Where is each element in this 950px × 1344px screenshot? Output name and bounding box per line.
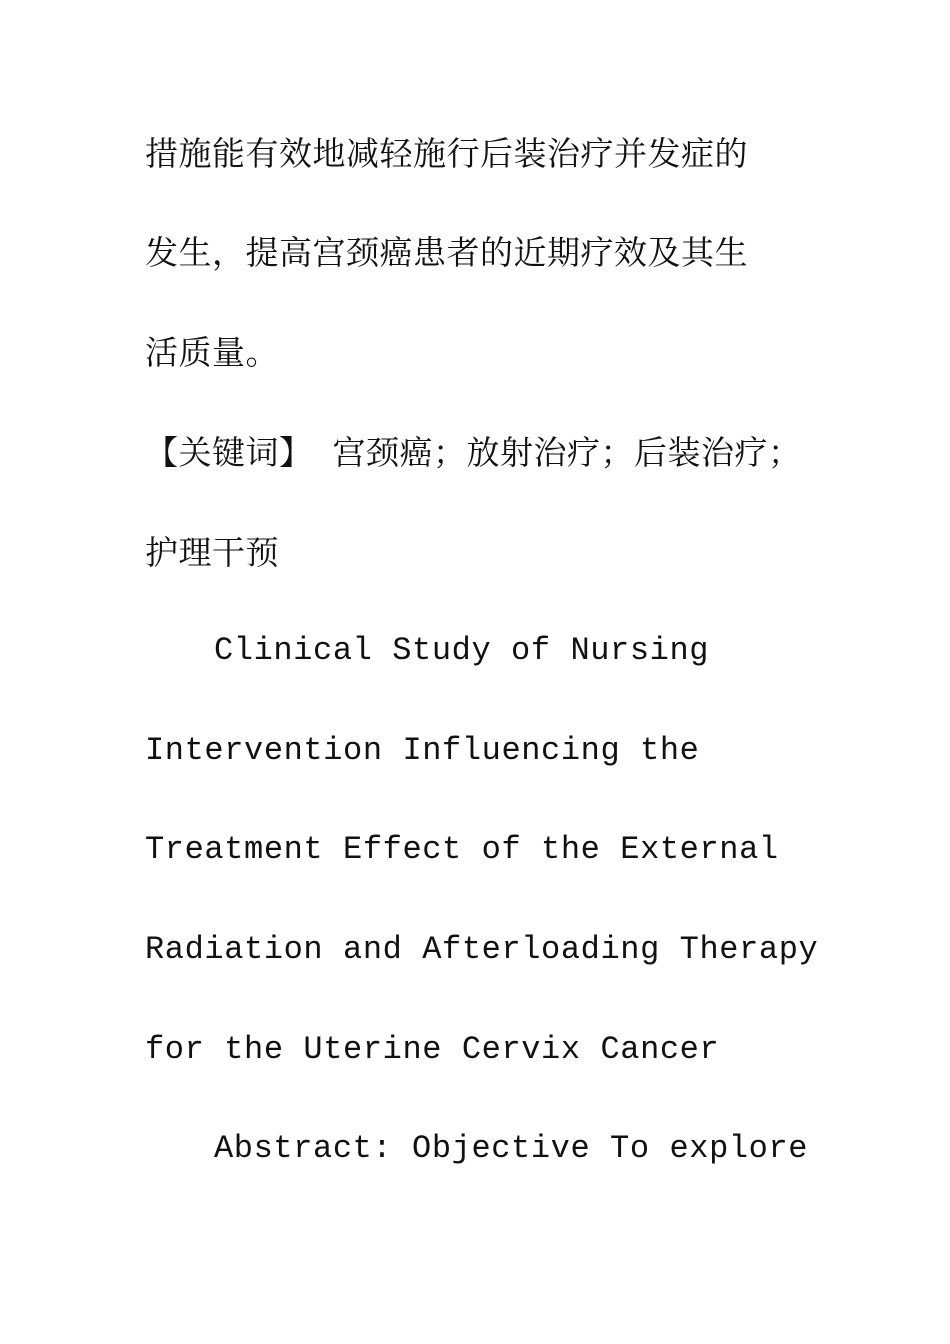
abstract-cn-line-1: 措施能有效地减轻施行后装治疗并发症的	[145, 134, 748, 173]
abstract-cn-line-2: 发生，提高宫颈癌患者的近期疗效及其生	[145, 233, 748, 272]
keywords-line-2: 护理干预	[145, 533, 279, 572]
english-title-line-5: for the Uterine Cervix Cancer	[145, 1031, 720, 1068]
english-title-line-4: Radiation and Afterloading Therapy	[145, 931, 819, 968]
keywords-line	[145, 433, 802, 472]
keywords-text: 宫颈癌；放射治疗；后装治疗；	[332, 433, 802, 472]
abstract-cn-line-3: 活质量。	[145, 333, 279, 372]
english-title-line-1: Clinical Study of Nursing	[214, 632, 710, 669]
english-title-line-3: Treatment Effect of the External	[145, 831, 779, 868]
english-title-line-2: Intervention Influencing the	[145, 732, 700, 769]
keywords-label: 【关键词】	[145, 433, 313, 472]
english-abstract-line-1: Abstract: Objective To explore	[214, 1130, 809, 1167]
